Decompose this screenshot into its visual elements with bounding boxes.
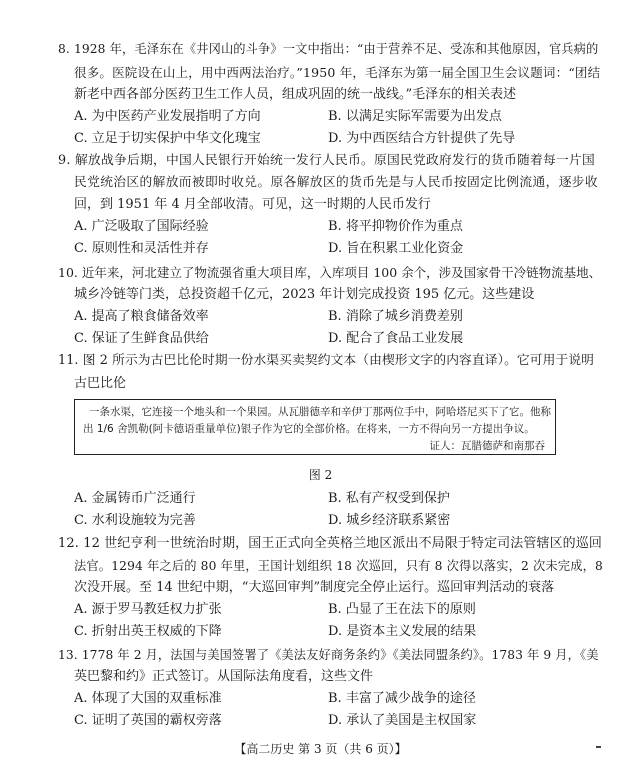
question-8-stem-line-2: 很多。医院设在山上，用中西两法治疗。”1950 年，毛泽东为第一届全国卫生会议题词：“团结 — [74, 65, 601, 80]
question-9-option-d: D. 旨在积累工业化资金 — [328, 241, 464, 256]
question-10-option-d: D. 配合了食品工业发展 — [328, 331, 464, 346]
contract-text-line-2: 出 1/6 舍凯勒(阿卡德语重量单位)银子作为它的全部价格。在将来，一方不得向另一方提出争议。 — [83, 423, 535, 435]
question-13-option-a: A. 体现了大国的双重标准 — [74, 691, 222, 706]
figure-caption: 图 2 — [308, 468, 333, 482]
question-11-option-d: D. 城乡经济联系紧密 — [328, 513, 451, 528]
question-9-stem-line-3: 回，到 1951 年 4 月全部收清。可见，这一时期的人民币发行 — [74, 197, 431, 212]
question-13-option-c: C. 证明了英国的霸权旁落 — [74, 713, 222, 728]
question-8-option-c: C. 立足于切实保护中华文化瑰宝 — [74, 131, 261, 146]
question-12-option-a: A. 源于罗马教廷权力扩张 — [74, 602, 222, 617]
question-12-stem-line-3: 次没开展。至 14 世纪中期，“大巡回审判”制度完全停止运行。巡回审判活动的衰落 — [74, 580, 555, 595]
question-11-option-c: C. 水利设施较为完善 — [74, 513, 196, 528]
question-12-option-d: D. 是资本主义发展的结果 — [328, 624, 477, 639]
question-10-stem-line-2: 城乡冷链等门类，总投资超千亿元，2023 年计划完成投资 195 亿元。这些建设 — [74, 287, 535, 302]
question-9-stem-line-2: 民党统治区的解放而被即时收兑。原各解放区的货币先是与人民币按固定比例流通，逐步收 — [74, 175, 598, 190]
question-10-option-c: C. 保证了生鲜食品供给 — [74, 331, 209, 346]
question-13-stem-line-1: 13. 1778 年 2 月，法国与美国签署了《美法友好商务条约》《美法同盟条约》。1783 年 9 月，《美 — [58, 648, 599, 662]
question-8-option-d: D. 为中西医结合方针提供了先导 — [328, 131, 516, 146]
question-12-stem-line-2: 法官。1294 年之后的 80 年里，王国计划组织 18 次巡回，只有 8 次得以落实，2 次未完成，8 — [74, 559, 603, 573]
question-9-option-a: A. 广泛吸取了国际经验 — [74, 219, 209, 234]
contract-witness-line: 证人：瓦腊德萨和南那吞 — [429, 440, 545, 452]
question-11-option-a: A. 金属铸币广泛通行 — [74, 491, 196, 506]
question-8-stem-line-1: 8. 1928 年，毛泽东在《井冈山的斗争》一文中指出：“由于营养不足、受冻和其他原因，官兵病的 — [58, 42, 599, 56]
corner-mark — [596, 746, 601, 748]
contract-text-box — [74, 399, 556, 455]
question-13-stem-line-2: 英巴黎和约》正式签订。从国际法角度看，这些文件 — [74, 669, 374, 684]
question-10-stem-line-1: 10. 近年来，河北建立了物流强省重大项目库，入库项目 100 余个，涉及国家骨干冷链物流基地、 — [58, 265, 602, 280]
question-12-option-b: B. 凸显了王在法下的原则 — [328, 602, 476, 617]
question-10-option-a: A. 提高了粮食储备效率 — [74, 309, 209, 324]
question-11-option-b: B. 私有产权受到保护 — [328, 491, 450, 506]
question-8-option-a: A. 为中医药产业发展指明了方向 — [74, 109, 261, 124]
question-9-stem-line-1: 9. 解放战争后期，中国人民银行开始统一发行人民币。原国民党政府发行的货币随着每一片国 — [58, 153, 595, 168]
question-11-stem-line-1: 11. 图 2 所示为古巴比伦时期一份水渠买卖契约文本（由楔形文字的内容直译）。它可用于说明 — [58, 353, 595, 368]
question-9-option-c: C. 原则性和灵活性并存 — [74, 241, 209, 256]
contract-text-line-1: 一条水渠，它连接一个地头和一个果园。从瓦腊德辛和辛伊丁那两位手中，阿哈塔尼买下了它。他称 — [89, 406, 551, 418]
question-10-option-b: B. 消除了城乡消费差别 — [328, 309, 463, 324]
question-8-option-b: B. 以满足实际军需要为出发点 — [328, 109, 502, 124]
question-9-option-b: B. 将平抑物价作为重点 — [328, 219, 463, 234]
question-13-option-d: D. 承认了美国是主权国家 — [328, 713, 477, 728]
question-13-option-b: B. 丰富了减少战争的途径 — [328, 691, 476, 706]
question-12-stem-line-1: 12. 12 世纪亨利一世统治时期，国王正式向全英格兰地区派出不局限于特定司法管辖区的巡回 — [58, 536, 602, 551]
question-12-option-c: C. 折射出英王权威的下降 — [74, 624, 222, 639]
question-8-stem-line-3: 新老中西各部分医药卫生工作人员，组成巩固的统一战线。”毛泽东的相关表述 — [74, 87, 517, 102]
page-footer: 【高二历史 第 3 页（共 6 页）】 — [234, 742, 407, 756]
question-11-stem-line-2: 古巴比伦 — [74, 376, 127, 391]
